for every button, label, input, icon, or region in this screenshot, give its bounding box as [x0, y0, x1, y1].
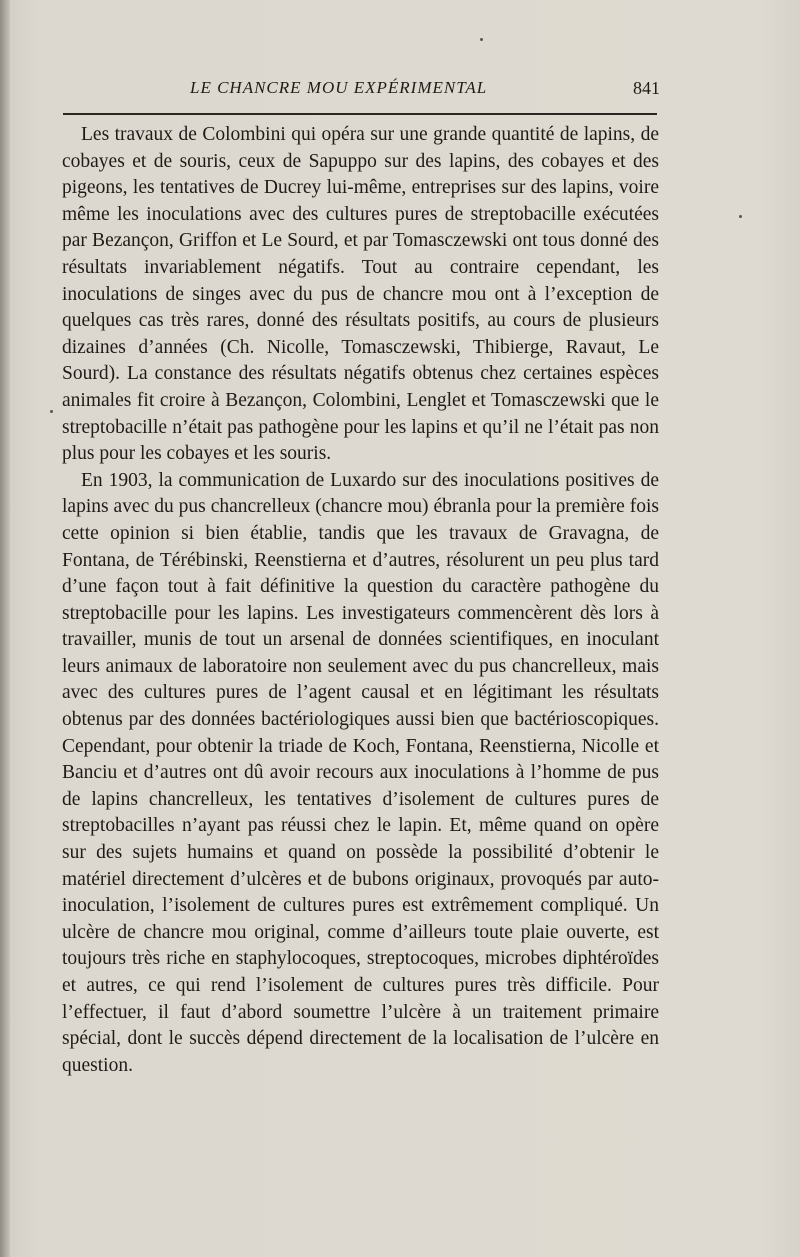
- paragraph-1: Les travaux de Colombini qui opéra sur une grande quantité de lapins, de cobayes et de souris, ceux de Sapuppo sur des lapins, des cobayes et des pigeons, les tentatives de Ducrey lui-même, entreprises sur des lapins, voire même les inoculations avec des cultures pures de streptobacille exécutées par Bezançon, Griffon et Le Sourd, et par Tomasczewski ont tous donné des résultats invariablement négatifs. Tout au contraire cependant, les inoculations de singes avec du pus de chancre mou ont à l’exception de quelques cas très rares, donné des résultats positifs, au cours de plusieurs dizaines d’années (Ch. Nicolle, Tomasczewski, Thibierge, Ravaut, Le Sourd). La constance des résultats négatifs obtenus chez certaines espèces animales fit croire à Bezançon, Colombini, Lenglet et Tomasczewski que le streptobacille n’était pas pathogène pour les lapins et qu’il ne l’était pas non plus pour les cobayes et les souris.: [62, 124, 659, 465]
- speck-mark: [739, 215, 742, 218]
- running-title: LE CHANCRE MOU EXPÉRIMENTAL: [190, 78, 488, 97]
- page-number: 841: [633, 78, 660, 98]
- binding-gutter-shadow: [0, 0, 10, 1257]
- speck-mark: [50, 410, 53, 413]
- paragraph-2: En 1903, la communication de Luxardo sur des inoculations positives de lapins avec du pus chancrelleux (chancre mou) ébranla pour la première fois cette opinion si bien établie, tandis que les travaux de Gravagna, de Fontana, de Térébinski, Reenstierna et d’autres, résolurent un peu plus tard d’une façon tout à fait définitive la question du caractère pathogène du streptobacille pour les lapins. Les investigateurs commencèrent dès lors à travailler, munis de tout un arsenal de données scientifiques, en inoculant leurs animaux de laboratoire non seulement avec du pus chancrelleux, mais avec des cultures pures de l’agent causal et en légitimant les résultats obtenus par des données bactériologiques aussi bien que bactérioscopiques. Cependant, pour obtenir la triade de Koch, Fontana, Reenstierna, Nicolle et Banciu et d’autres ont dû avoir recours aux inoculations à l’homme de pus de lapins chancrelleux, les tentatives d’isolement de cultures pures de streptobacilles n’ayant pas réussi chez le lapin. Et, même quand on opère sur des sujets humains et quand on possède la possibilité d’obtenir le matériel directement d’ulcères et de bubons originaux, provoqués par auto-inoculation, l’isolement de cultures pures est extrêmement compliqué. Un ulcère de chancre mou original, comme d’ailleurs toute plaie ouverte, est toujours très riche en staphylocoques, streptocoques, microbes diphtéroïdes et autres, ce qui rend l’isolement de cultures pures très difficile. Pour l’effectuer, il faut d’abord soumettre l’ulcère à un traitement primaire spécial, dont le succès dépend directement de la localisation de l’ulcère en question.: [62, 469, 659, 1076]
- running-header: [60, 78, 660, 108]
- header-rule: [63, 113, 657, 115]
- speck-mark: [480, 38, 483, 41]
- body-text: [62, 122, 659, 1079]
